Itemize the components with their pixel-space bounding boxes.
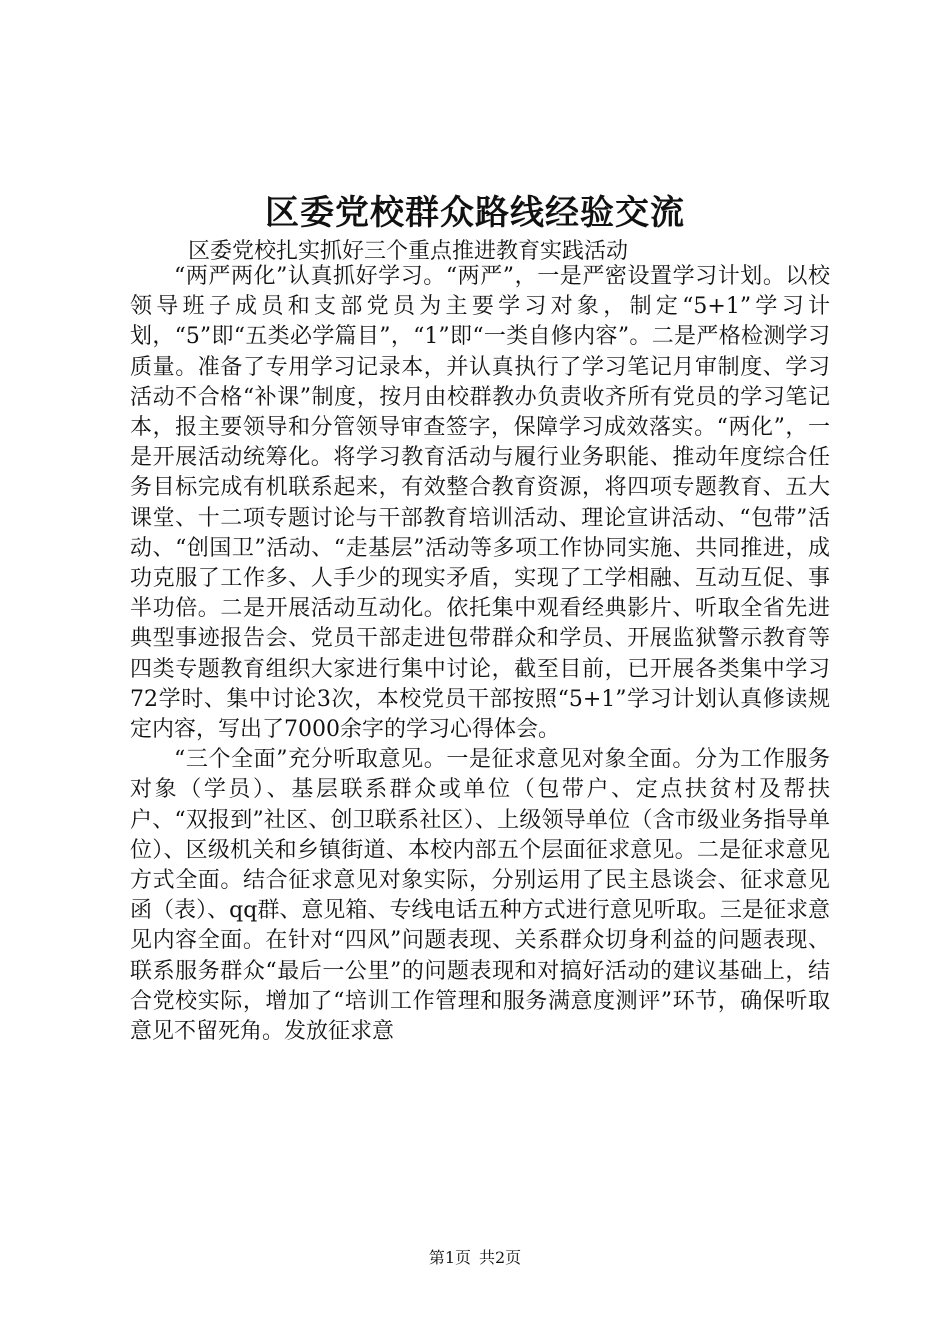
document-body: [130, 262, 830, 1047]
document-title: 区委党校群众路线经验交流: [265, 193, 685, 233]
paragraph-study: “两严两化”认真抓好学习。“两严”，一是严密设置学习计划。以校领导班子成员和支部党员为主要学习对象，制定“5+1”学习计划，“5”即“五类必学篇目”，“1”即“一类自修内容”。二是严格检测学习质量。准备了专用学习记录本，并认真执行了学习笔记月审制度、学习活动不合格“补课”制度，按月由校群教办负责收齐所有党员的学习笔记本，报主要领导和分管领导审查签字，保障学习成效落实。“两化”，一是开展活动统筹化。将学习教育活动与履行业务职能、推动年度综合任务目标完成有机联系起来，有效整合教育资源，将四项专题教育、五大课堂、十二项专题讨论与干部教育培训活动、理论宣讲活动、“包带”活动、“创国卫”活动、“走基层”活动等多项工作协同实施、共同推进，成功克服了工作多、人手少的现实矛盾，实现了工学相融、互动互促、事半功倍。二是开展活动互动化。依托集中观看经典影片、听取全省先进典型事迹报告会、党员干部走进包带群众和学员、开展监狱警示教育等四类专题教育组织大家进行集中讨论，截至目前，已开展各类集中学习72学时、集中讨论3次，本校党员干部按照“5+1”学习计划认真修读规定内容，写出了7000余字的学习心得体会。: [130, 264, 830, 743]
page-total: 共2页: [479, 1248, 522, 1267]
document-subtitle: 区委党校扎实抓好三个重点推进教育实践活动: [188, 239, 629, 264]
page-footer: [0, 1245, 950, 1268]
paragraph-opinions: “三个全面”充分听取意见。一是征求意见对象全面。分为工作服务对象（学员）、基层联系群众或单位（包带户、定点扶贫村及帮扶户、“双报到”社区、创卫联系社区）、上级领导单位（含市级业务指导单位）、区级机关和乡镇街道、本校内部五个层面征求意见。二是征求意见方式全面。结合征求意见对象实际，分别运用了民主恳谈会、征求意见函（表）、qq群、意见箱、专线电话五种方式进行意见听取。三是征求意见内容全面。在针对“四风”问题表现、关系群众切身利益的问题表现、联系服务群众“最后一公里”的问题表现和对搞好活动的建议基础上，结合党校实际，增加了“培训工作管理和服务满意度测评”环节，确保听取意见不留死角。发放征求意: [130, 747, 830, 1045]
page-number: 第1页: [428, 1248, 471, 1267]
